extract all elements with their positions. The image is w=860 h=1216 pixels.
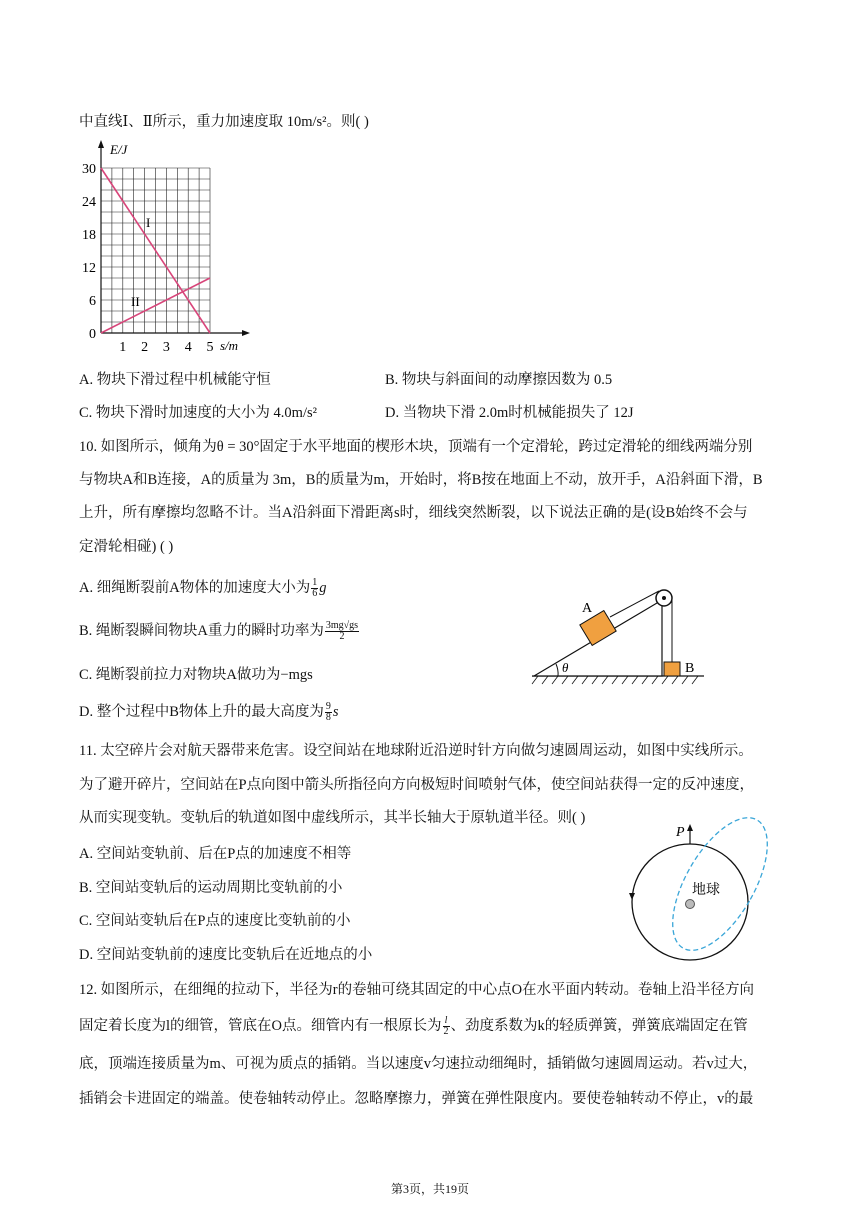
fraction: $\frac{3mg√gs}{2}$ [325, 620, 359, 643]
label-b: B [685, 661, 695, 676]
q12-stem-line-2: 固定着长度为l的细管，管底在O点。细管内有一根原长为 $\frac{l}{2}$ 、劲度系数为k的轻质弹簧，弹簧底端固定在管 [79, 1015, 748, 1038]
q11-stem-line-3: 从而实现变轨。变轨后的轨道如图中虚线所示，其半长轴大于原轨道半径。则( ) [79, 810, 586, 826]
y-tick-label: 24 [82, 195, 96, 210]
q10-stem-line-3: 上升，所有摩擦均忽略不计。当A沿斜面下滑距离s时，细线突然断裂，以下说法正确的是(设B始终不会与 [79, 505, 748, 521]
fraction: $\frac{1}{6}$ [312, 577, 318, 600]
line-1-label: I [146, 215, 151, 230]
fraction: $\frac{l}{2}$ [443, 1015, 449, 1038]
q11-option-a: A. 空间站变轨前、后在P点的加速度不相等 [79, 846, 352, 862]
x-axis-label: s/m [220, 338, 239, 353]
q9-option-b: B. 物块与斜面间的动摩擦因数为 0.5 [385, 372, 613, 388]
graph-axes [98, 140, 250, 336]
fraction: $\frac{9}{8}$ [325, 701, 331, 724]
q9-option-c: C. 物块下滑时加速度的大小为 4.0m/s² [79, 405, 317, 421]
q11-stem-line-1: 11. 太空碎片会对航天器带来危害。设空间站在地球附近沿逆时针方向做匀速圆周运动，如图中实线所示。 [79, 743, 753, 759]
y-axis-label: E/J [110, 142, 128, 157]
line-2-label: II [131, 294, 140, 309]
arrow-head [687, 824, 693, 831]
q10-stem-line-2: 与物块A和B连接，A的质量为 3m，B的质量为m，开始时，将B按在地面上不动，放开手，A沿斜面下滑，B [79, 472, 763, 488]
x-tick-label: 5 [206, 340, 214, 355]
y-tick-label: 0 [89, 327, 96, 342]
q10-stem-line-1: 10. 如图所示，倾角为θ = 30°固定于水平地面的楔形木块，顶端有一个定滑轮，跨过定滑轮的细线两端分别 [79, 439, 753, 455]
page-footer: 第3页，共19页 [390, 1182, 469, 1196]
y-tick-label: 6 [89, 294, 96, 309]
x-tick-label: 2 [141, 340, 149, 355]
q9-stem-tail: 中直线Ⅰ、Ⅱ所示，重力加速度取 10m/s²。则( ) [79, 114, 369, 130]
block-b [664, 662, 680, 676]
q11-orbit-figure [620, 806, 780, 966]
q10-option-b: B. 绳断裂瞬间物块A重力的瞬时功率为 $\frac{3mg√gs}{2}$ [79, 620, 359, 643]
y-tick-label: 12 [82, 261, 96, 276]
x-tick-label: 1 [119, 340, 127, 355]
q11-option-b: B. 空间站变轨后的运动周期比变轨前的小 [79, 880, 343, 896]
y-axis-arrow [98, 140, 104, 148]
label-theta: θ [562, 660, 569, 675]
label-earth: 地球 [692, 883, 720, 898]
q11-option-c: C. 空间站变轨后在P点的速度比变轨前的小 [79, 913, 351, 929]
q12-stem-line-3: 底，顶端连接质量为m、可视为质点的插销。当以速度v匀速拉动细绳时，插销做匀速圆周运动。若v过大， [79, 1056, 758, 1072]
graph-ticks [82, 162, 214, 355]
x-axis-arrow [242, 330, 250, 336]
q10-option-d: D. 整个过程中B物体上升的最大高度为 $\frac{9}{8}$ s [79, 701, 339, 724]
q12-stem-line-1: 12. 如图所示，在细绳的拉动下，半径为r的卷轴可绕其固定的中心点O在水平面内转动。卷轴上沿半径方向 [79, 982, 755, 998]
q10-option-c: C. 绳断裂前拉力对物块A做功为−mgs [79, 667, 313, 683]
y-tick-label: 18 [82, 228, 96, 243]
q9-energy-graph [70, 140, 260, 360]
y-tick-label: 30 [82, 162, 96, 177]
x-tick-label: 4 [184, 340, 192, 355]
direction-arrow [629, 893, 635, 900]
earth [686, 900, 695, 909]
q12-stem-line-4: 插销会卡进固定的端盖。使卷轴转动停止。忽略摩擦力，弹簧在弹性限度内。要使卷轴转动不停止，v的最 [79, 1091, 754, 1107]
label-p: P [676, 825, 685, 840]
q10-stem-line-4: 定滑轮相碰) ( ) [79, 539, 174, 555]
x-tick-label: 3 [162, 340, 170, 355]
label-a: A [582, 601, 593, 616]
q10-incline-figure [528, 580, 708, 690]
q11-stem-line-2: 为了避开碎片，空间站在P点向图中箭头所指径向方向极短时间喷射气体，使空间站获得一定的反冲速度， [79, 777, 755, 793]
q9-option-d: D. 当物块下滑 2.0m时机械能损失了 12J [385, 405, 634, 421]
q11-option-d: D. 空间站变轨前的速度比变轨后在近地点的小 [79, 947, 373, 963]
q10-option-a: A. 细绳断裂前A物体的加速度大小为 $\frac{1}{6}$ g [79, 577, 327, 600]
q9-option-a: A. 物块下滑过程中机械能守恒 [79, 372, 271, 388]
